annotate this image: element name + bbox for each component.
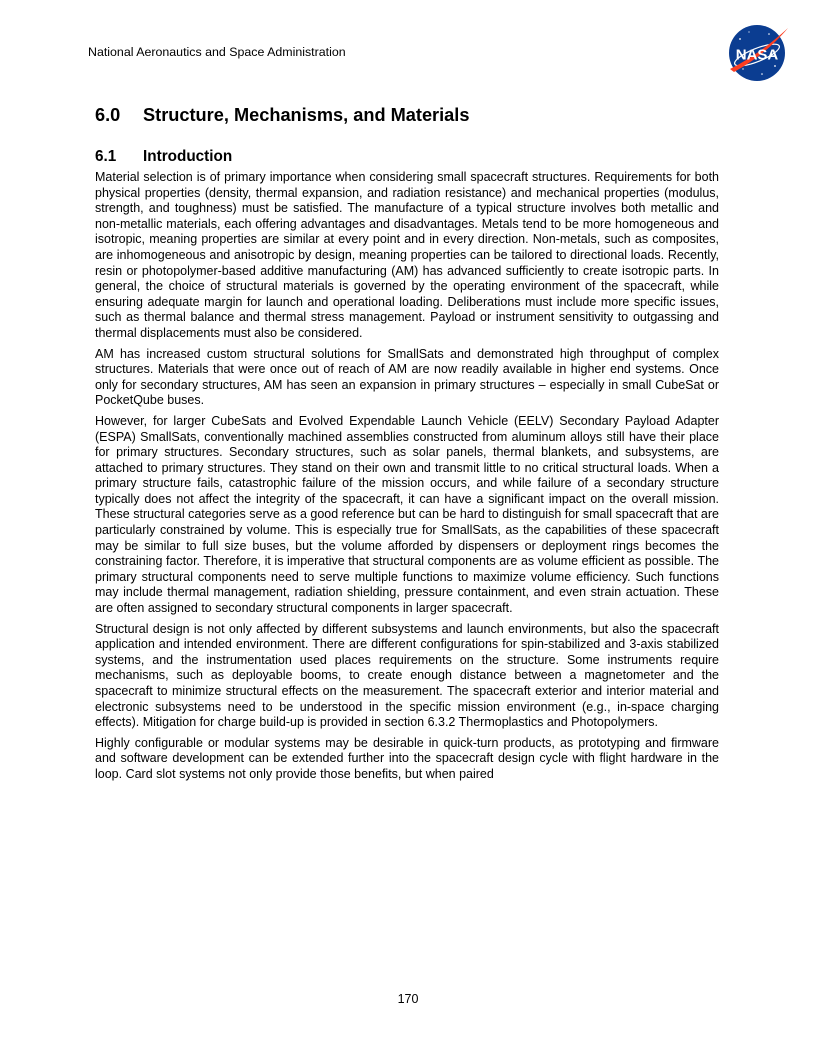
page-body <box>95 103 719 788</box>
page-number: 170 <box>397 992 419 1006</box>
paragraph-material-selection: Material selection is of primary importance when considering small spacecraft structures. Requirements for both physical properties (density, thermal expansion, and radiation resistance) and mechanical properties (modulus, strength, and toughness) must be satisfied. The manufacture of a typical structure involves both metallic and non-metallic materials, each offering advantages and disadvantages. Metals tend to be more homogeneous and isotropic, meaning properties are similar at every point and in every direction. Non-metals, such as composites, are inhomogeneous and anisotropic by design, meaning properties can be tailored to directional loads. Recently, resin or photopolymer-based additive manufacturing (AM) has advanced sufficiently to create isotropic parts. In general, the choice of structural materials is governed by the operating environment of the spacecraft, while ensuring adequate margin for launch and operational loading. Deliberations must include more specific issues, such as thermal balance and thermal stress management. Payload or instrument sensitivity to outgassing and thermal displacements must also be considered. <box>95 170 719 340</box>
paragraph-modular-systems: Highly configurable or modular systems may be desirable in quick-turn products, as prototyping and firmware and software development can be extended further into the spacecraft design cycle with flight hardware in the loop. Card slot systems not only provide those benefits, but when paired <box>95 735 719 781</box>
paragraph-additive-manufacturing: AM has increased custom structural solutions for SmallSats and demonstrated high throughput of complex structures. Materials that were once out of reach of AM are now readily available in higher end systems. Once only for secondary structures, AM has seen an expansion in primary structures – especially in small CubeSat or PocketQube buses. <box>95 346 719 408</box>
logo-wordmark: NASA <box>735 46 779 64</box>
section-heading <box>95 103 719 127</box>
subsection-number: 6.1 <box>95 148 117 165</box>
nasa-logo <box>722 22 792 84</box>
section-title: Structure, Mechanisms, and Materials <box>143 105 470 125</box>
paragraph-primary-secondary-structures: However, for larger CubeSats and Evolved Expendable Launch Vehicle (EELV) Secondary Payload Adapter (ESPA) SmallSats, conventionally machined assemblies constructed from aluminum alloys still have their place for primary structures. Secondary structures, such as solar panels, thermal blankets, and subsystems, are attached to primary structures. They stand on their own and transmit little to no critical structural loads. When a primary structure fails, catastrophic failure of the mission occurs, and while failure of a secondary structure typically does not affect the integrity of the spacecraft, it can have a significant impact on the overall mission. These structural categories serve as a good reference but can be hard to distinguish for small spacecraft that are particularly constrained by volume. This is especially true for SmallSats, as the capabilities of these spacecraft may be similar to full size buses, but the volume afforded by dispensers or deployment rings becomes the constraining factor. Therefore, it is imperative that structural components are as volume efficient as possible. The primary structural components need to serve multiple functions to maximize volume efficiency. Such functions may include thermal management, radiation shielding, pressure containment, and even strain actuation. These are often assigned to secondary structural components in larger spacecraft. <box>95 413 719 616</box>
subsection-title: Introduction <box>143 148 233 165</box>
paragraph-structural-design: Structural design is not only affected by different subsystems and launch environments, but also the spacecraft application and intended environment. There are different configurations for spin-stabilized and 3-axis stabilized systems, and the instrumentation used places requirements on the structure. Some instruments require mechanisms, such as deployable booms, to create enough distance between a magnetometer and the spacecraft to minimize structural effects on the measurement. The spacecraft exterior and interior material and electronic subsystems need to be understood in the specific mission environment (e.g., in-space charging effects). Mitigation for charge build-up is provided in section 6.3.2 Thermoplastics and Photopolymers. <box>95 621 719 730</box>
header-agency-name: National Aeronautics and Space Administration <box>88 45 346 59</box>
subsection-heading <box>95 147 719 167</box>
section-number: 6.0 <box>95 105 121 125</box>
